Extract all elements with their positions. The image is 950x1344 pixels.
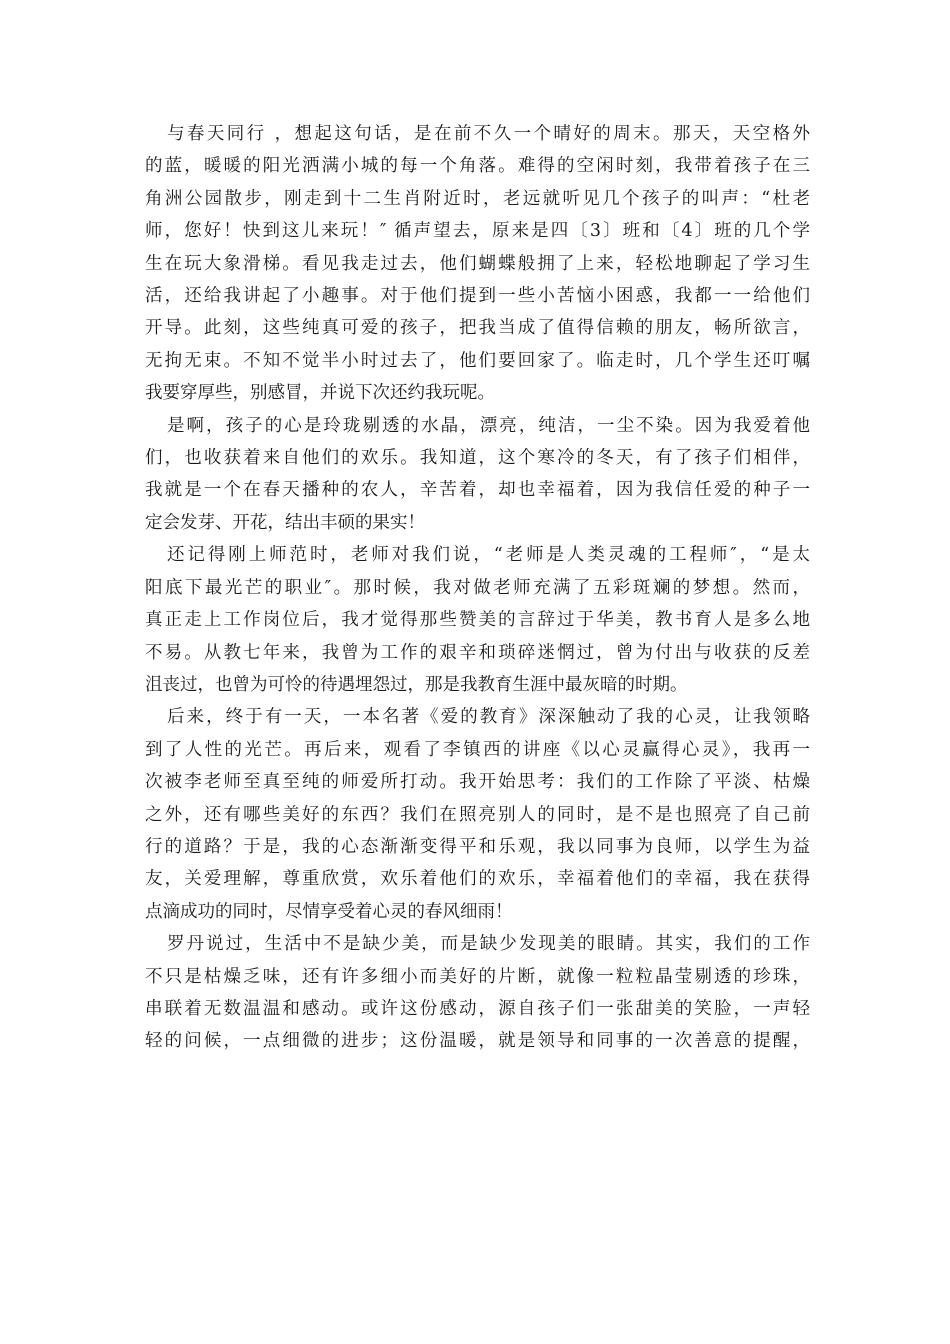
text-line: 生在玩大象滑梯。看见我走过去，他们蝴蝶般拥了上来，轻松地聊起了学习生	[145, 253, 810, 274]
text-line: 行的道路？于是，我的心态渐渐变得平和乐观，我以同事为良师，以学生为益	[145, 836, 810, 857]
text-line: 真正走上工作岗位后，我才觉得那些赞美的言辞过于华美，教书育人是多么地	[145, 610, 810, 631]
document-body	[145, 118, 810, 1058]
text-line: 我要穿厚些，别感冒，并说下次还约我玩呢。	[145, 383, 495, 404]
text-line: 开导。此刻，这些纯真可爱的孩子，把我当成了值得信赖的朋友，畅所欲言，	[145, 318, 810, 339]
paragraph-2	[145, 410, 810, 540]
text-line: 不只是枯燥乏味，还有许多细小而美好的片断，就像一粒粒晶莹剔透的珍珠，	[145, 966, 810, 987]
text-line: 还记得刚上师范时，老师对我们说，“老师是人类灵魂的工程师″，“是太	[167, 545, 810, 566]
text-line: 之外，还有哪些美好的东西？我们在照亮别人的同时，是不是也照亮了自己前	[145, 804, 810, 825]
text-line: 串联着无数温温和感动。或许这份感动，源自孩子们一张甜美的笑脸，一声轻	[145, 998, 810, 1019]
text-line: 点滴成功的同时，尽情享受着心灵的春风细雨！	[145, 901, 513, 922]
paragraph-4	[145, 701, 810, 928]
text-line: 次被李老师至真至纯的师爱所打动。我开始思考：我们的工作除了平淡、枯燥	[145, 772, 810, 793]
text-line: 活，还给我讲起了小趣事。对于他们提到一些小苦恼小困惑，我都一一给他们	[145, 286, 810, 307]
text-line: 师，您好！快到这儿来玩！″ 循声望去，原来是四〔3〕班和〔4〕班的几个学	[145, 221, 810, 242]
paragraph-5	[145, 928, 810, 1058]
text-line: 们，也收获着来自他们的欢乐。我知道，这个寒冷的冬天，有了孩子们相伴，	[145, 448, 810, 469]
text-line: 沮丧过，也曾为可怜的待遇埋怨过，那是我教育生涯中最灰暗的时期。	[145, 674, 688, 695]
text-line: 定会发芽、开花，结出丰硕的果实！	[145, 512, 425, 533]
text-line: 不易。从教七年来，我曾为工作的艰辛和琐碎迷惘过，曾为付出与收获的反差	[145, 642, 810, 663]
text-line: 到了人性的光芒。再后来，观看了李镇西的讲座《以心灵赢得心灵》，我再一	[145, 739, 810, 760]
text-line: 无拘无束。不知不觉半小时过去了，他们要回家了。临走时，几个学生还叮嘱	[145, 350, 810, 371]
text-line: 的蓝，暖暖的阳光洒满小城的每一个角落。难得的空闲时刻，我带着孩子在三	[145, 156, 810, 177]
text-line: 与春天同行 ，想起这句话，是在前不久一个晴好的周末。那天，天空格外	[167, 124, 810, 144]
text-line: 后来，终于有一天，一本名著《爱的教育》深深触动了我的心灵，让我领略	[167, 707, 810, 728]
text-line: 友，关爱理解，尊重欣赏，欢乐着他们的欢乐，幸福着他们的幸福，我在获得	[145, 869, 810, 890]
text-line: 角洲公园散步，刚走到十二生肖附近时，老远就听见几个孩子的叫声：“杜老	[145, 188, 810, 209]
text-line: 我就是一个在春天播种的农人，辛苦着，却也幸福着，因为我信任爱的种子一	[145, 480, 810, 501]
text-line: 阳底下最光芒的职业″。那时候，我对做老师充满了五彩斑斓的梦想。然而，	[145, 577, 810, 598]
text-line: 轻的问候，一点细微的进步；这份温暖，就是领导和同事的一次善意的提醒，	[145, 1031, 810, 1052]
paragraph-1	[145, 118, 810, 410]
paragraph-3	[145, 539, 810, 701]
text-line: 是啊，孩子的心是玲珑剔透的水晶，漂亮，纯洁，一尘不染。因为我爱着他	[167, 415, 810, 436]
text-line: 罗丹说过，生活中不是缺少美，而是缺少发现美的眼睛。其实，我们的工作	[167, 934, 810, 955]
